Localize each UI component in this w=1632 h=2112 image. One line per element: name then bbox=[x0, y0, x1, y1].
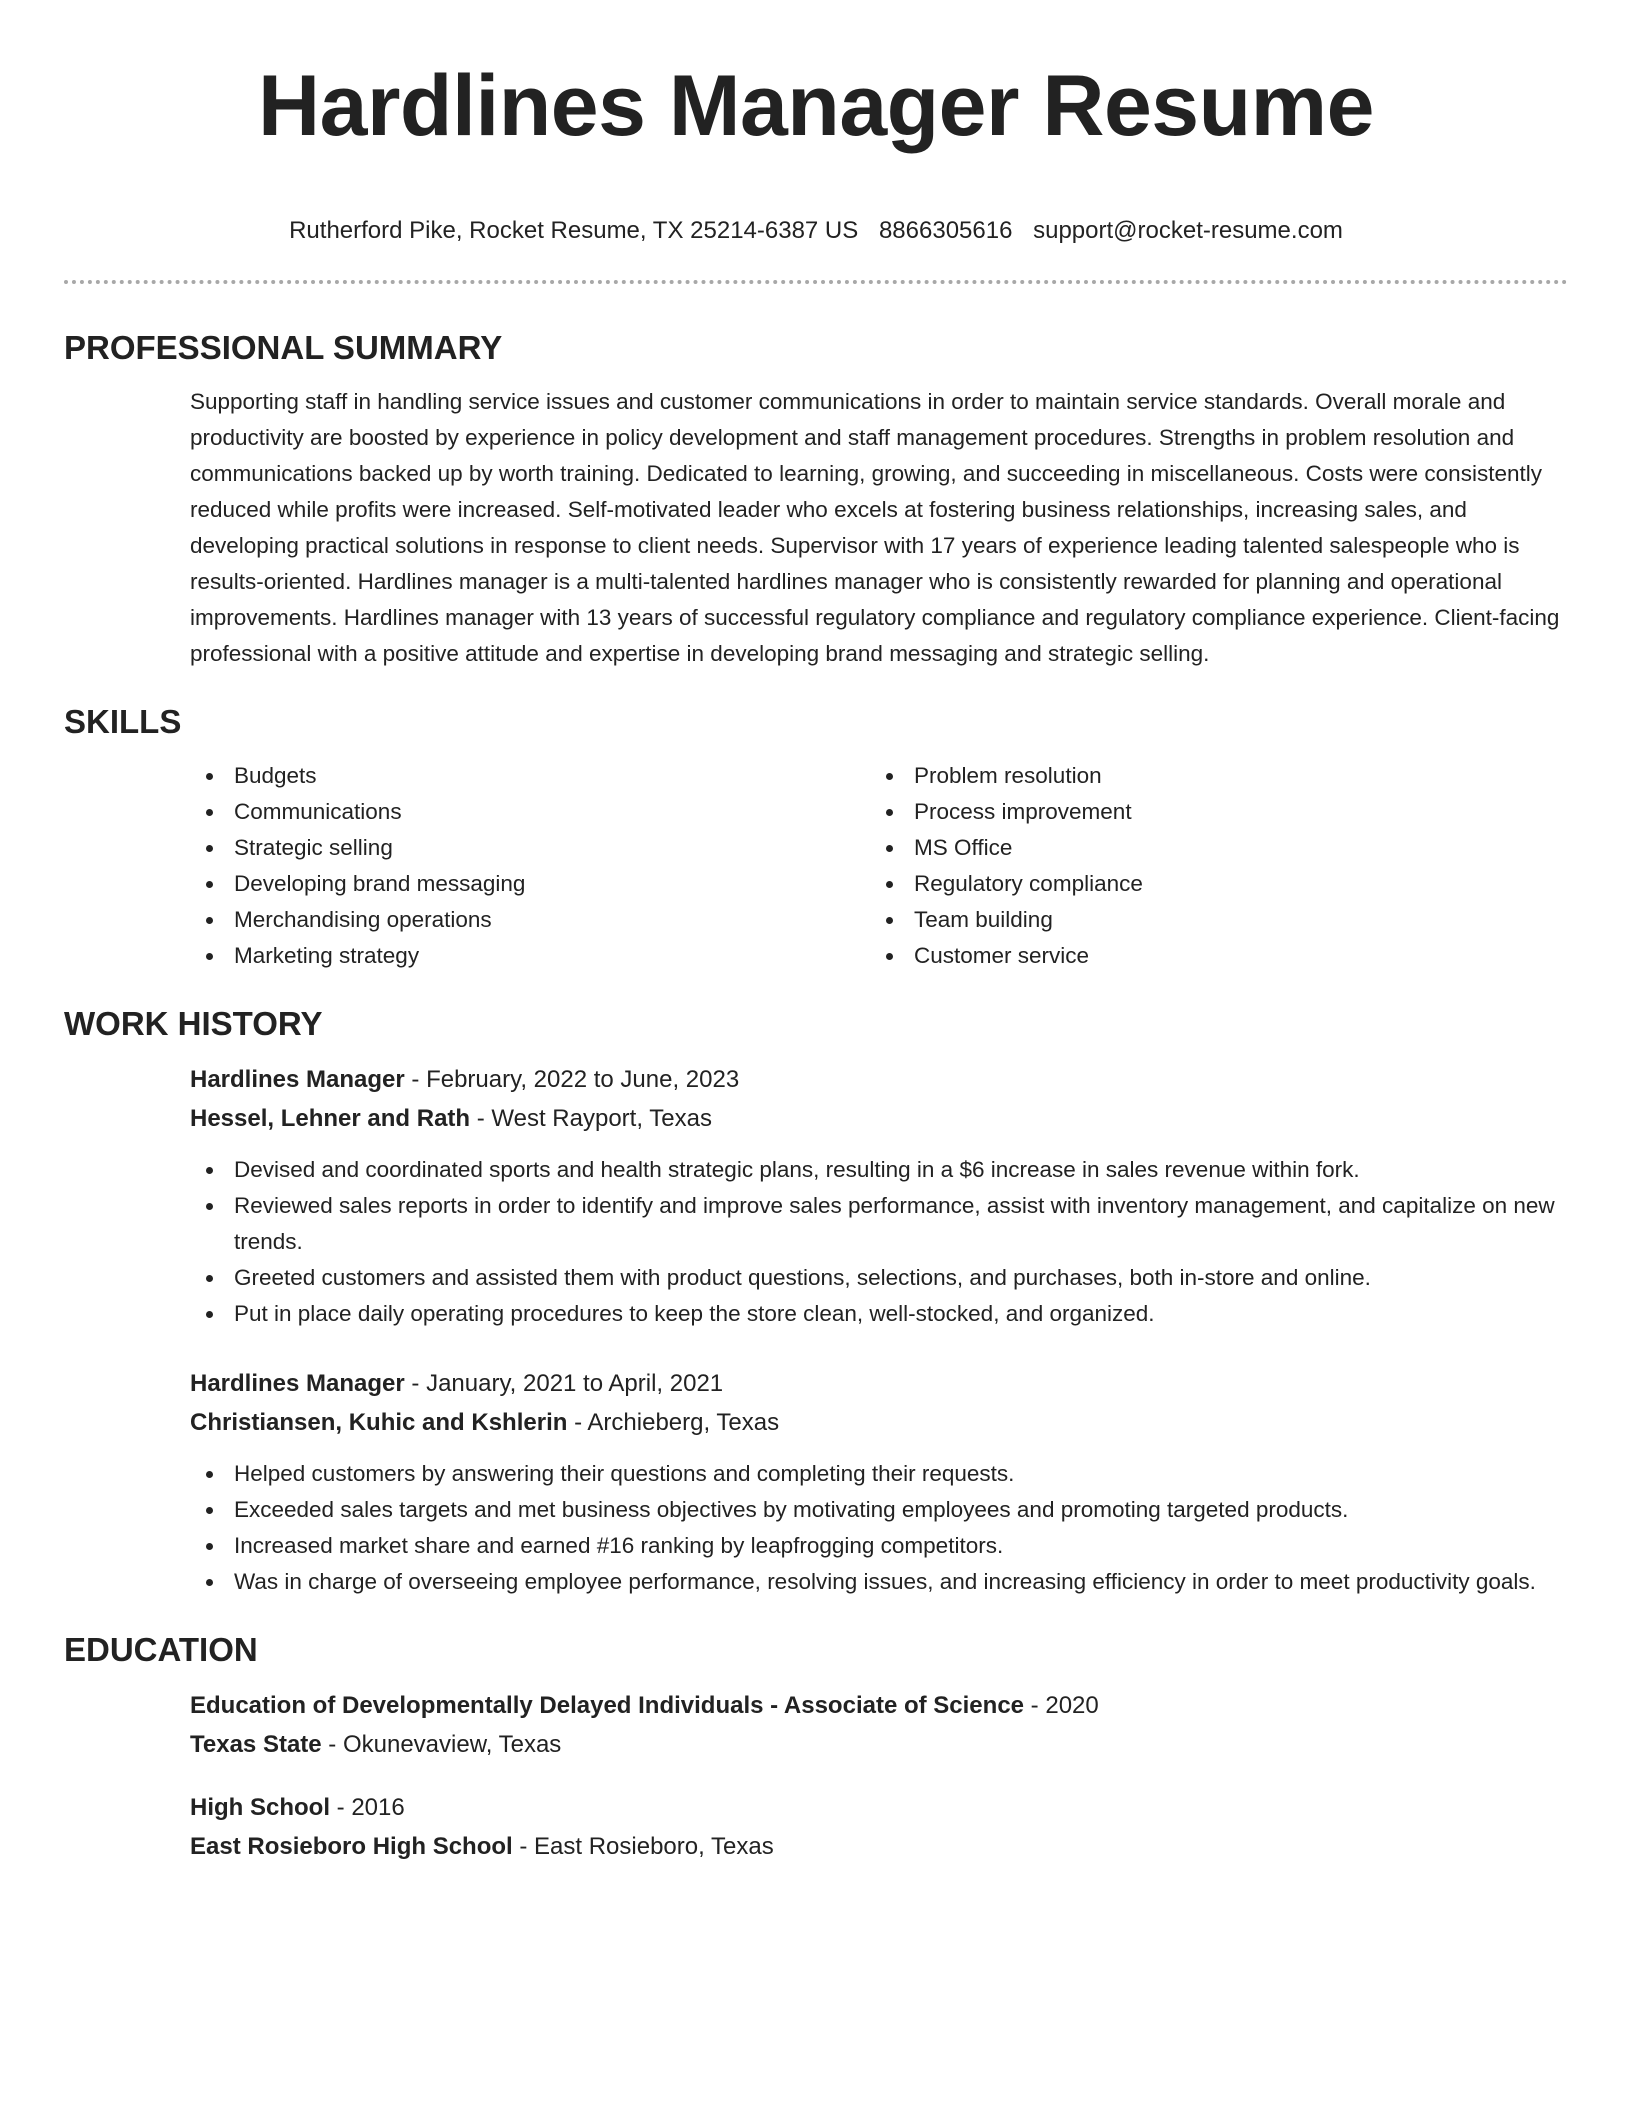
job-bullet-text: Greeted customers and assisted them with product questions, selections, and purchases, both in-store and online. bbox=[234, 1265, 1371, 1290]
job-bullet-text: Devised and coordinated sports and health strategic plans, resulting in a $6 increase in sales revenue within fork. bbox=[234, 1157, 1360, 1182]
bullet-dot bbox=[206, 1507, 213, 1514]
education-entry bbox=[190, 1686, 1568, 1764]
skill-label: MS Office bbox=[914, 835, 1013, 860]
summary-heading: PROFESSIONAL SUMMARY bbox=[64, 329, 503, 366]
skill-label: Strategic selling bbox=[234, 835, 393, 860]
bullet-dot bbox=[886, 881, 893, 888]
bullet-dot bbox=[206, 773, 213, 780]
skill-item bbox=[870, 758, 1550, 794]
job-bullet bbox=[190, 1296, 1568, 1332]
education-school: East Rosieboro High School bbox=[190, 1833, 513, 1860]
job-bullet-text: Put in place daily operating procedures to keep the store clean, well-stocked, and organized. bbox=[234, 1301, 1155, 1326]
skills-column-left bbox=[190, 758, 870, 974]
job-title: Hardlines Manager bbox=[190, 1370, 405, 1397]
education-section bbox=[190, 1686, 1568, 1866]
job-bullets bbox=[190, 1456, 1568, 1600]
job-location: - West Rayport, Texas bbox=[470, 1105, 712, 1132]
education-degree: High School bbox=[190, 1794, 330, 1821]
job-bullet bbox=[190, 1492, 1568, 1528]
work-section bbox=[190, 1060, 1568, 1600]
summary-text: Supporting staff in handling service issues and customer communications in order to maintain service standards. Overall morale and productivity are boosted by experience in policy development and staff management procedures. Strengths in problem resolution and communications backed up by worth training. Dedicated to learning, growing, and succeeding in miscellaneous. Costs were consistently reduced while profits were increased. Self-motivated leader who excels at fostering business relationships, increasing sales, and developing practical solutions in response to client needs. Supervisor with 17 years of experience leading talented salespeople who is results-oriented. Hardlines manager is a multi-talented hardlines manager who is consistently rewarded for planning and operational improvements. Hardlines manager with 13 years of successful regulatory compliance and regulatory compliance experience. Client-facing professional with a positive attitude and expertise in developing brand messaging and strategic selling. bbox=[190, 389, 1560, 666]
education-degree: Education of Developmentally Delayed Individuals - Associate of Science bbox=[190, 1692, 1025, 1719]
bullet-dot bbox=[886, 809, 893, 816]
job-bullet bbox=[190, 1528, 1568, 1564]
skill-item bbox=[190, 794, 870, 830]
bullet-dot bbox=[206, 1311, 213, 1318]
bullet-dot bbox=[206, 1471, 213, 1478]
skill-item bbox=[870, 938, 1550, 974]
skills-grid bbox=[190, 758, 1568, 974]
bullet-dot bbox=[886, 773, 893, 780]
job-bullet-text: Reviewed sales reports in order to identify and improve sales performance, assist with inventory management, and capitalize on new trends. bbox=[234, 1193, 1555, 1254]
bullet-dot bbox=[206, 917, 213, 924]
job-title-line bbox=[190, 1364, 1568, 1403]
skill-label: Team building bbox=[914, 907, 1053, 932]
job-entry bbox=[190, 1060, 1568, 1332]
resume-title: Hardlines Manager Resume bbox=[258, 58, 1374, 154]
bullet-dot bbox=[886, 845, 893, 852]
job-bullet-text: Exceeded sales targets and met business objectives by motivating employees and promoting targeted products. bbox=[234, 1497, 1349, 1522]
job-company: Hessel, Lehner and Rath bbox=[190, 1105, 471, 1132]
bullet-dot bbox=[206, 1579, 213, 1586]
bullet-dot bbox=[206, 809, 213, 816]
education-year: - 2016 bbox=[330, 1794, 405, 1821]
header-divider bbox=[64, 280, 1568, 284]
job-bullet bbox=[190, 1188, 1568, 1260]
bullet-dot bbox=[206, 845, 213, 852]
skill-item bbox=[190, 938, 870, 974]
job-company-line bbox=[190, 1403, 1568, 1442]
education-location: - Okunevaview, Texas bbox=[321, 1731, 562, 1758]
bullet-dot bbox=[886, 917, 893, 924]
job-title-line bbox=[190, 1060, 1568, 1099]
skill-item bbox=[190, 758, 870, 794]
job-bullet-text: Increased market share and earned #16 ranking by leapfrogging competitors. bbox=[234, 1533, 1004, 1558]
education-year: - 2020 bbox=[1024, 1692, 1099, 1719]
job-dates: - February, 2022 to June, 2023 bbox=[404, 1066, 740, 1093]
bullet-dot bbox=[206, 1203, 213, 1210]
job-bullet bbox=[190, 1564, 1568, 1600]
contact-line bbox=[64, 216, 1568, 246]
skill-item bbox=[870, 866, 1550, 902]
job-bullet bbox=[190, 1152, 1568, 1188]
job-bullet-text: Helped customers by answering their questions and completing their requests. bbox=[234, 1461, 1015, 1486]
skill-label: Regulatory compliance bbox=[914, 871, 1143, 896]
contact-email: support@rocket-resume.com bbox=[1033, 217, 1343, 244]
job-bullet bbox=[190, 1260, 1568, 1296]
skills-column-right bbox=[870, 758, 1550, 974]
skills-heading: SKILLS bbox=[64, 703, 182, 740]
bullet-dot bbox=[206, 953, 213, 960]
contact-phone: 8866305616 bbox=[878, 217, 1013, 244]
skill-label: Budgets bbox=[234, 763, 317, 788]
education-degree-line bbox=[190, 1788, 1568, 1827]
skill-item bbox=[870, 794, 1550, 830]
skill-label: Marketing strategy bbox=[234, 943, 420, 968]
job-dates: - January, 2021 to April, 2021 bbox=[404, 1370, 724, 1397]
contact-address: Rutherford Pike, Rocket Resume, TX 25214-6387 US bbox=[289, 217, 859, 244]
job-entry bbox=[190, 1364, 1568, 1600]
bullet-dot bbox=[206, 1167, 213, 1174]
job-title: Hardlines Manager bbox=[190, 1066, 405, 1093]
bullet-dot bbox=[206, 1275, 213, 1282]
bullet-dot bbox=[206, 881, 213, 888]
education-degree-line bbox=[190, 1686, 1568, 1725]
education-school-line bbox=[190, 1725, 1568, 1764]
skill-label: Developing brand messaging bbox=[234, 871, 526, 896]
education-heading: EDUCATION bbox=[64, 1631, 258, 1668]
education-location: - East Rosieboro, Texas bbox=[512, 1833, 774, 1860]
skill-item bbox=[190, 830, 870, 866]
job-company-line bbox=[190, 1099, 1568, 1138]
skill-label: Problem resolution bbox=[914, 763, 1102, 788]
skill-item bbox=[870, 830, 1550, 866]
bullet-dot bbox=[886, 953, 893, 960]
job-company: Christiansen, Kuhic and Kshlerin bbox=[190, 1409, 568, 1436]
job-location: - Archieberg, Texas bbox=[567, 1409, 780, 1436]
skill-label: Merchandising operations bbox=[234, 907, 492, 932]
job-bullet bbox=[190, 1456, 1568, 1492]
education-school: Texas State bbox=[190, 1731, 322, 1758]
bullet-dot bbox=[206, 1543, 213, 1550]
job-bullet-text: Was in charge of overseeing employee performance, resolving issues, and increasing efficiency in order to meet productivity goals. bbox=[234, 1569, 1536, 1594]
skill-label: Process improvement bbox=[914, 799, 1132, 824]
summary-section bbox=[190, 384, 1568, 672]
skills-section bbox=[190, 758, 1568, 974]
work-heading: WORK HISTORY bbox=[64, 1005, 323, 1042]
education-school-line bbox=[190, 1827, 1568, 1866]
skill-item bbox=[870, 902, 1550, 938]
skill-label: Communications bbox=[234, 799, 402, 824]
skill-item bbox=[190, 866, 870, 902]
skill-item bbox=[190, 902, 870, 938]
education-entry bbox=[190, 1788, 1568, 1866]
skill-label: Customer service bbox=[914, 943, 1090, 968]
job-bullets bbox=[190, 1152, 1568, 1332]
